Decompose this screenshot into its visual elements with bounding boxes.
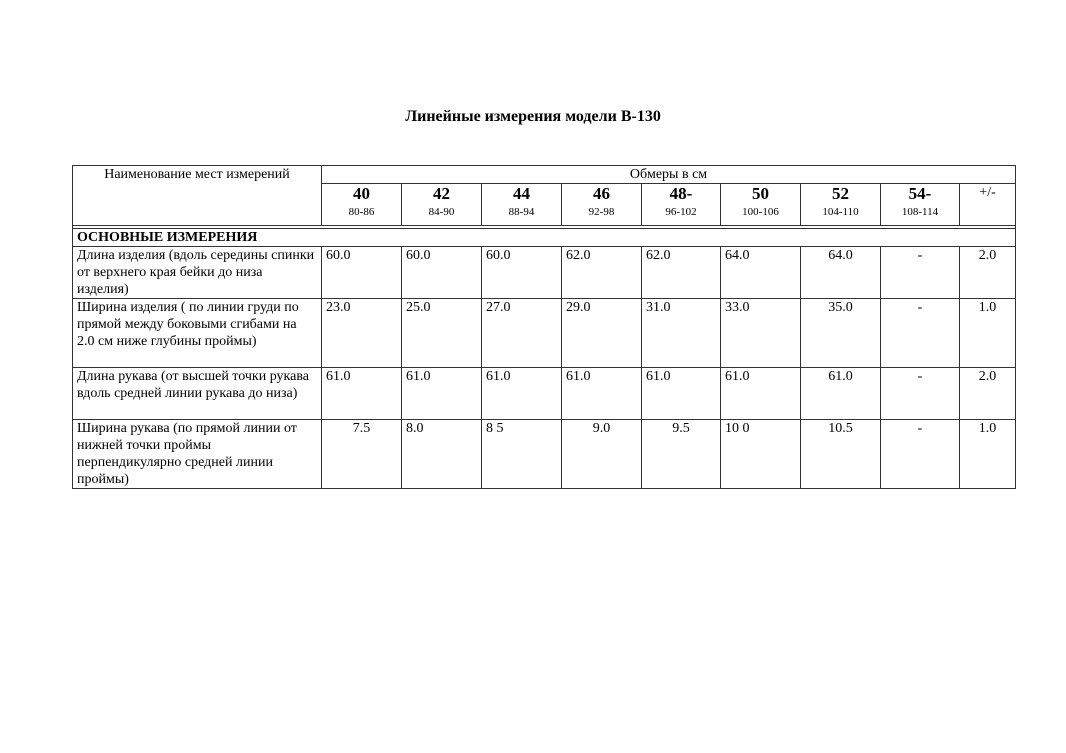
value-cell: - (881, 368, 960, 420)
measurement-name-header: Наименование мест измерений (73, 166, 322, 226)
value-cell: 8 5 (482, 420, 562, 489)
measurements-table (72, 165, 1016, 489)
tolerance-header: +/- (960, 184, 1016, 226)
size-number: 44 (513, 184, 530, 203)
tolerance-cell: 2.0 (960, 247, 1016, 299)
value-cell: 33.0 (721, 299, 801, 368)
value-cell: 8.0 (402, 420, 482, 489)
tolerance-cell: 1.0 (960, 299, 1016, 368)
size-number: 40 (353, 184, 370, 203)
size-range: 100-106 (742, 206, 779, 218)
value-cell: 10 0 (721, 420, 801, 489)
row-name: Длина рукава (от высшей точки рукава вдоль средней линии рукава до низа) (73, 368, 322, 420)
value-cell: 64.0 (801, 247, 881, 299)
value-cell: 60.0 (482, 247, 562, 299)
size-header-48 (642, 184, 721, 226)
value-cell: 7.5 (322, 420, 402, 489)
size-number: 46 (593, 184, 610, 203)
value-cell: - (881, 247, 960, 299)
size-range: 96-102 (665, 206, 697, 218)
value-cell: 61.0 (402, 368, 482, 420)
size-header-42 (402, 184, 482, 226)
value-cell: 35.0 (801, 299, 881, 368)
tolerance-cell: 1.0 (960, 420, 1016, 489)
table-row (73, 368, 1016, 420)
size-range: 80-86 (348, 206, 375, 218)
value-cell: 31.0 (642, 299, 721, 368)
value-cell: 61.0 (721, 368, 801, 420)
value-cell: 25.0 (402, 299, 482, 368)
section-title: ОСНОВНЫЕ ИЗМЕРЕНИЯ (73, 229, 1016, 247)
value-cell: 27.0 (482, 299, 562, 368)
value-cell: - (881, 299, 960, 368)
value-cell: 61.0 (482, 368, 562, 420)
value-cell: 61.0 (562, 368, 642, 420)
value-cell: - (881, 420, 960, 489)
table-row (73, 299, 1016, 368)
size-range: 84-90 (428, 206, 455, 218)
table-row (73, 247, 1016, 299)
value-cell: 62.0 (562, 247, 642, 299)
value-cell: 9.0 (562, 420, 642, 489)
value-cell: 61.0 (801, 368, 881, 420)
size-header-52 (801, 184, 881, 226)
value-cell: 60.0 (402, 247, 482, 299)
size-number: 42 (433, 184, 450, 203)
value-cell: 23.0 (322, 299, 402, 368)
row-name: Ширина рукава (по прямой линии от нижней точки проймы перпендикулярно средней линии проймы) (73, 420, 322, 489)
tolerance-cell: 2.0 (960, 368, 1016, 420)
value-cell: 61.0 (322, 368, 402, 420)
size-number: 50 (752, 184, 769, 203)
section-row (73, 229, 1016, 247)
measurements-group-header: Обмеры в см (322, 166, 1016, 184)
size-header-40 (322, 184, 402, 226)
size-range: 104-110 (822, 206, 859, 218)
table-row (73, 420, 1016, 489)
size-range: 88-94 (508, 206, 535, 218)
size-number: 52 (832, 184, 849, 203)
row-name: Ширина изделия ( по линии груди по прямой между боковыми сгибами на 2.0 см ниже глубины проймы) (73, 299, 322, 368)
size-header-50 (721, 184, 801, 226)
row-name: Длина изделия (вдоль середины спинки от верхнего края бейки до низа изделия) (73, 247, 322, 299)
value-cell: 10.5 (801, 420, 881, 489)
document-title: Линейные измерения модели В-130 (405, 108, 661, 125)
value-cell: 62.0 (642, 247, 721, 299)
value-cell: 9.5 (642, 420, 721, 489)
size-number: 54- (908, 184, 932, 203)
value-cell: 64.0 (721, 247, 801, 299)
size-header-46 (562, 184, 642, 226)
size-range: 92-98 (588, 206, 615, 218)
size-number: 48- (669, 184, 693, 203)
size-range: 108-114 (901, 206, 939, 218)
value-cell: 61.0 (642, 368, 721, 420)
header-row-1 (73, 166, 1016, 184)
value-cell: 60.0 (322, 247, 402, 299)
size-header-44 (482, 184, 562, 226)
value-cell: 29.0 (562, 299, 642, 368)
size-header-54 (881, 184, 960, 226)
